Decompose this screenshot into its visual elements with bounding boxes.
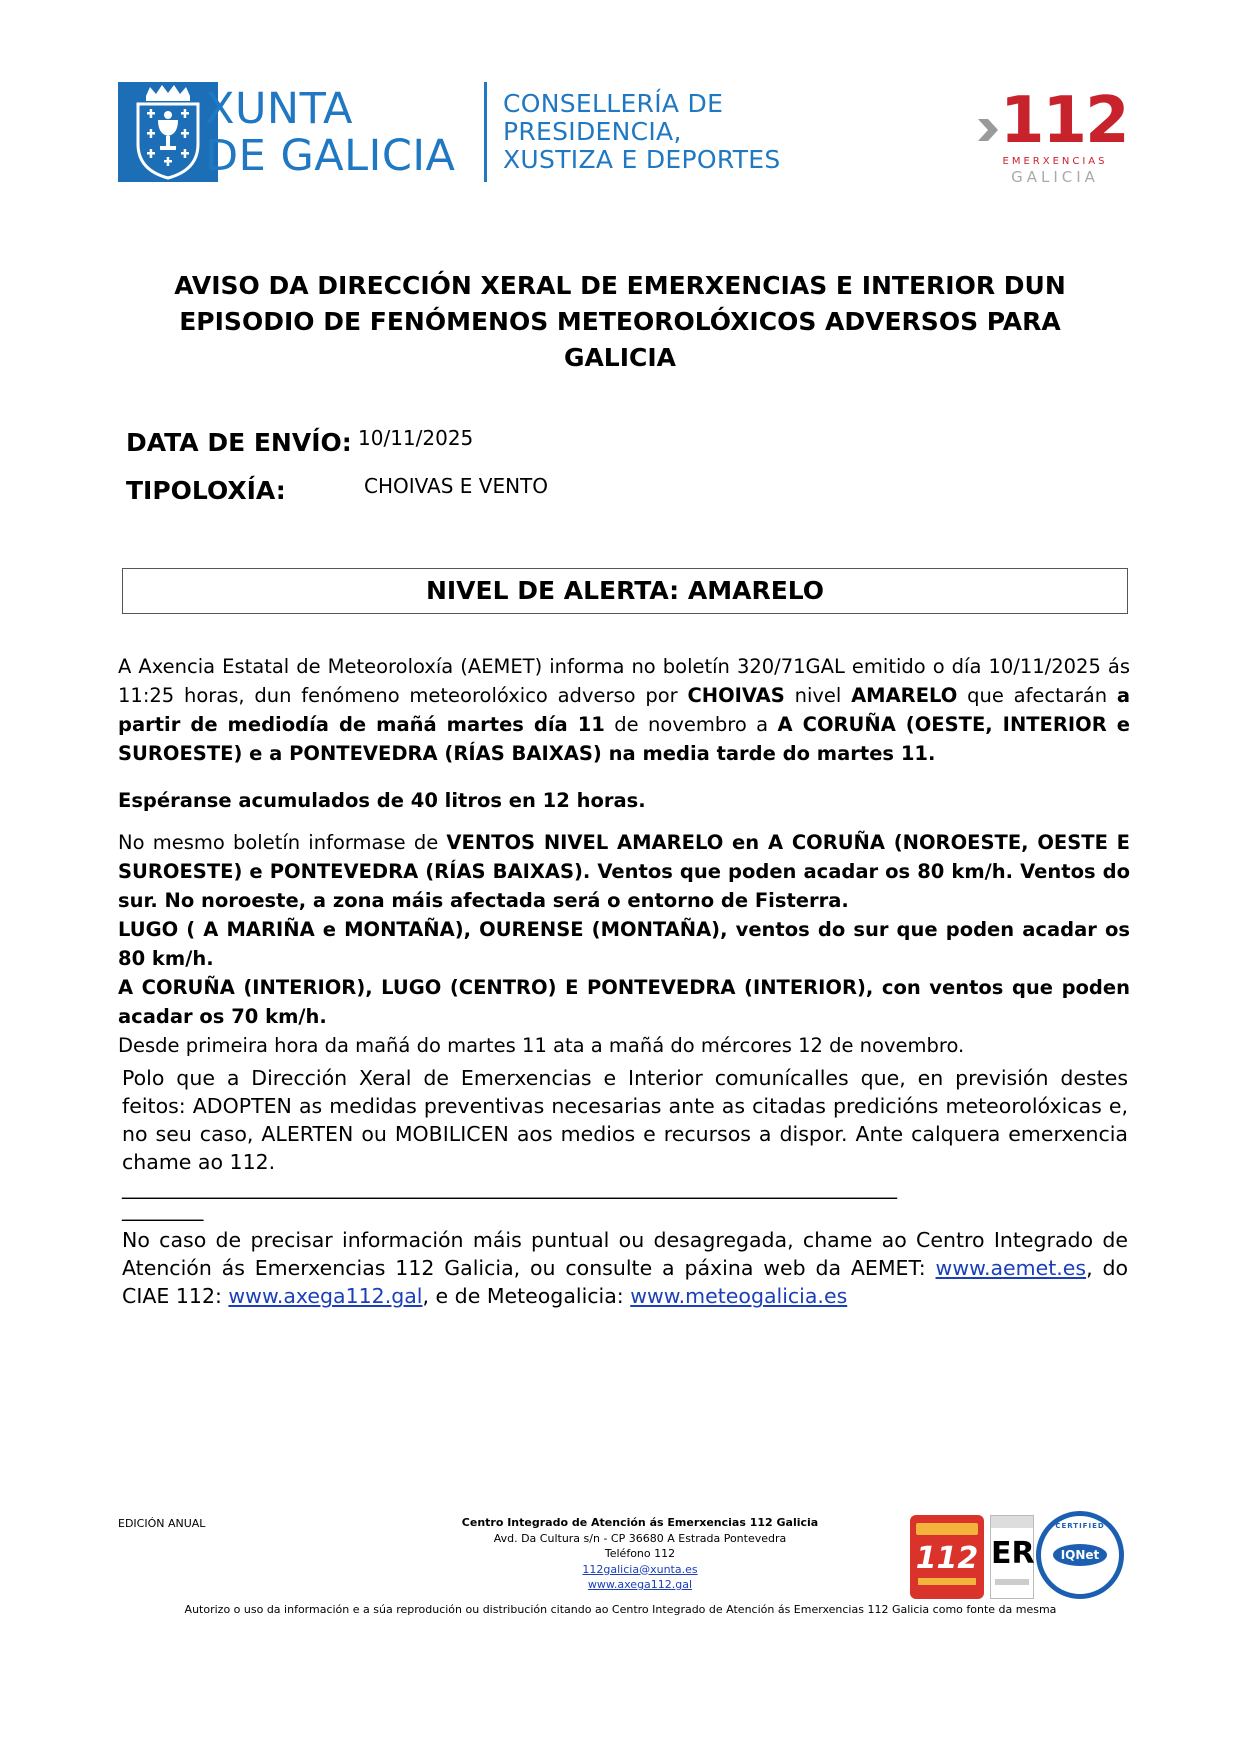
recommendation-paragraph: Polo que a Dirección Xeral de Emerxencias e Interior comunícalles que, en previsión destes feitos: ADOPTEN as medidas preventivas necesarias ante as citadas predicións meteorolóxicas e, no seu caso, ALERTEN ou MOBILICEN aos medios e recursos a dispor. Ante calquera emerxencia chame ao 112. [122, 1066, 1128, 1174]
badge-number: 112 [915, 1541, 979, 1576]
chevron-right-icon [978, 119, 998, 141]
p3-text-c: LUGO ( A MARIÑA e MONTAÑA), OURENSE (MONTAÑA), ventos do sur que poden acadar os 80 km/h. [118, 918, 1130, 970]
logo112-sub2: GALICIA [1011, 168, 1099, 186]
date-label: DATA DE ENVÍO: [126, 428, 352, 457]
xunta-line2: DE GALICIA [205, 131, 456, 181]
badge-banner [916, 1523, 978, 1535]
p3-text-a: No mesmo boletín informase de [118, 831, 447, 854]
footer-org: Centro Integrado de Atención ás Emerxencias 112 Galicia [461, 1516, 819, 1529]
logo112-sub1: EMERXENCIAS [1002, 156, 1108, 167]
axega112-link[interactable]: www.axega112.gal [228, 1284, 423, 1308]
rain-warning-paragraph [118, 652, 1130, 768]
document-title: AVISO DA DIRECCIÓN XERAL DE EMERXENCIAS E INTERIOR DUN EPISODIO DE FENÓMENOS METEOROLÓXICOS ADVERSOS PARA GALICIA [174, 271, 1066, 372]
p1-text-h: A CORUÑA (OESTE, INTERIOR e SUROESTE) e a PONTEVEDRA (RÍAS BAIXAS) na media tarde do martes 11. [118, 713, 1130, 765]
xunta-wordmark [205, 86, 455, 180]
p1-text-g: de novembro a [604, 713, 778, 736]
footer-contact-block [420, 1515, 860, 1593]
divider-line1: ____________________________________________________________________________ [122, 1175, 898, 1199]
p1-text-f: a partir de mediodía de mañá martes día 11 [118, 684, 1130, 736]
aemet-link[interactable]: www.aemet.es [935, 1256, 1087, 1280]
dept-line2: PRESIDENCIA, [503, 117, 682, 146]
dept-line1: CONSELLERÍA DE [503, 89, 724, 118]
p1-text-e: que afectarán [957, 684, 1117, 707]
emerxencias-112-logo [978, 84, 1128, 187]
divider-line2: ________ [122, 1197, 204, 1221]
p1-text-b: CHOIVAS [687, 684, 785, 707]
aenor-header [991, 1516, 1033, 1528]
dept-line3: XUSTIZA E DEPORTES [503, 145, 781, 174]
aenor-footer [995, 1579, 1029, 1585]
p1-text-c: nivel [784, 684, 852, 707]
badge-strip [918, 1578, 976, 1585]
p3-text-b: VENTOS NIVEL AMARELO en A CORUÑA (NOROESTE, OESTE E SUROESTE) e PONTEVEDRA (RÍAS BAIXAS). Ventos que poden acadar os 80 km/h. Ventos do sur. No noroeste, a zona máis afectada será o entorno de Fisterra. [118, 831, 1130, 912]
p3-text-e: Desde primeira hora da mañá do martes 11 ata a mañá do mércores 12 de novembro. [118, 1034, 965, 1057]
alert-level-box: NIVEL DE ALERTA: AMARELO [122, 568, 1128, 614]
aenor-er-badge [990, 1515, 1034, 1599]
xunta-shield-logo [118, 82, 218, 182]
p5-text-c: , e de Meteogalicia: [422, 1284, 631, 1308]
p1-text-d: AMARELO [851, 684, 958, 707]
department-name [503, 90, 781, 174]
p3-text-d: A CORUÑA (INTERIOR), LUGO (CENTRO) E PONTEVEDRA (INTERIOR), con ventos que poden acadar os 70 km/h. [118, 976, 1130, 1028]
meteogalicia-link[interactable]: www.meteogalicia.es [630, 1284, 848, 1308]
quality-112-badge [910, 1515, 984, 1599]
xunta-line1: XUNTA [205, 84, 353, 134]
p5-text-b: , do CIAE 112: [122, 1256, 1129, 1308]
header-divider [484, 82, 487, 182]
aenor-letters: ER [991, 1536, 1035, 1571]
type-value: CHOIVAS E VENTO [364, 474, 549, 498]
iqnet-ring-text: CERTIFIED [1055, 1522, 1105, 1530]
footer-phone: Teléfono 112 [604, 1547, 676, 1560]
footer-email-link[interactable]: 112galicia@xunta.es [582, 1562, 698, 1576]
p1-text-a: A Axencia Estatal de Meteoroloxía (AEMET) informa no boletín 320/71GAL emitido o día 10/11/2025 ás 11:25 horas, dun fenómeno meteorolóxico adverso por [118, 655, 1130, 707]
type-label: TIPOLOXÍA: [126, 476, 286, 505]
footer-address: Avd. Da Cultura s/n - CP 36680 A Estrada Pontevedra [493, 1531, 787, 1545]
p5-text-a: No caso de precisar información máis puntual ou desagregada, chame ao Centro Integrado de Atención ás Emerxencias 112 Galicia, ou consulte a páxina web da AEMET: [122, 1228, 1128, 1280]
divider-line [122, 1176, 897, 1220]
wind-warning-paragraph [118, 828, 1130, 1060]
accumulation-paragraph: Espéranse acumulados de 40 litros en 12 horas. [118, 789, 646, 812]
contact-paragraph [122, 1226, 1128, 1310]
date-value: 10/11/2025 [358, 426, 474, 450]
usage-rights-notice: Autorizo o uso da información e a súa reprodución ou distribución citando ao Centro Integrado de Atención ás Emerxencias 112 Galicia como fonte da mesma [184, 1603, 1057, 1616]
iqnet-label: IQNet [1053, 1544, 1107, 1566]
footer-web-link[interactable]: www.axega112.gal [587, 1578, 693, 1591]
edition-label: EDICIÓN ANUAL [118, 1517, 206, 1530]
logo112-number: 112 [1000, 84, 1128, 158]
iqnet-certified-badge [1036, 1511, 1124, 1599]
